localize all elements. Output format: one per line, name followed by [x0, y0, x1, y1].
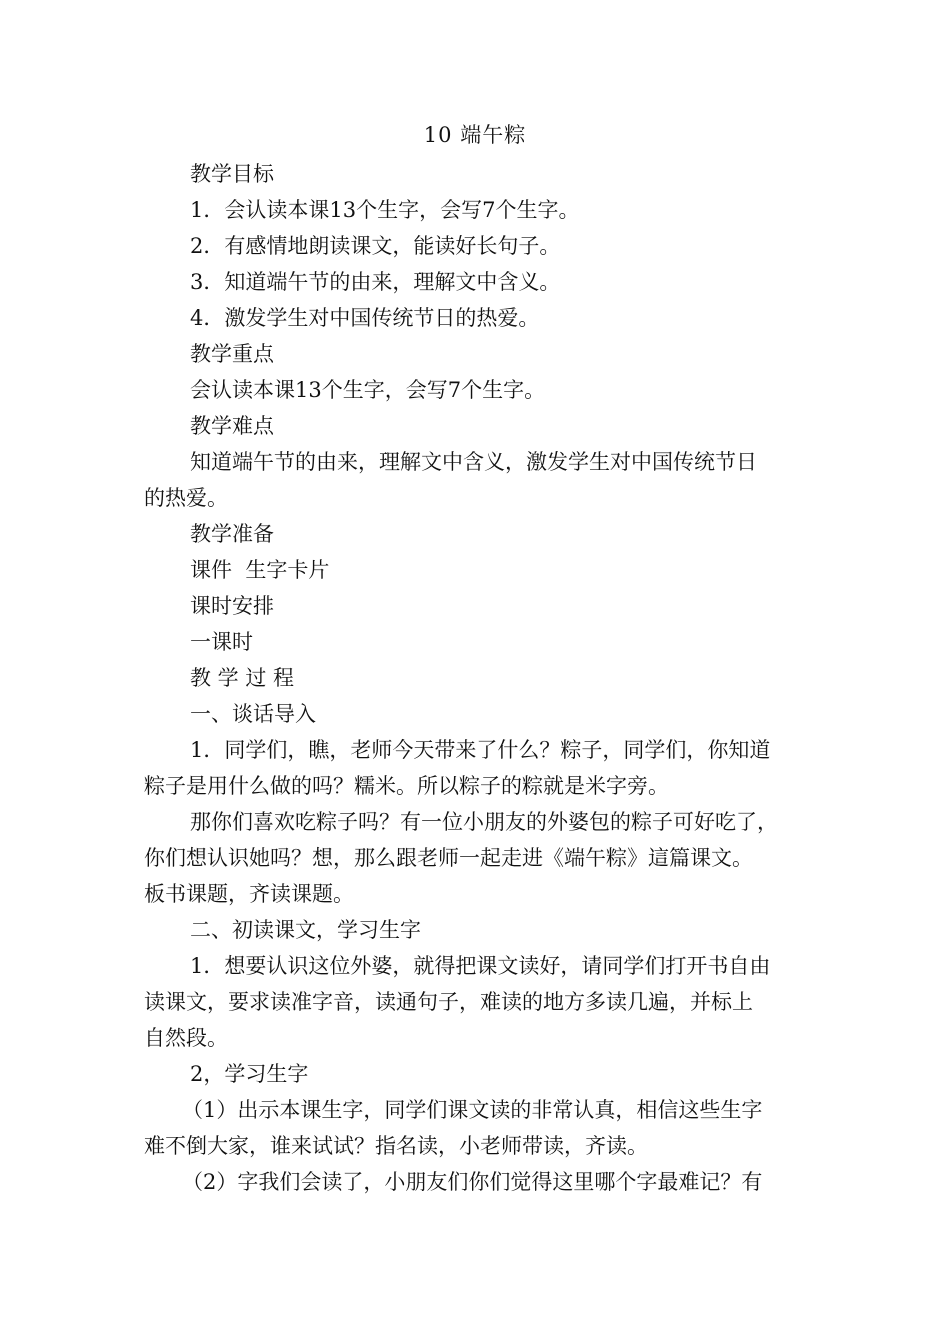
paragraph-line: 自然段。: [144, 1026, 228, 1050]
difficulties-text-line: 知道端午节的由来，理解文中含义，激发学生对中国传统节日: [190, 450, 757, 474]
paragraph-line: （2）字我们会读了，小朋友们你们觉得这里哪个字最难记？有: [182, 1170, 763, 1194]
paragraph-line: 你们想认识她吗？想，那么跟老师一起走进《端午粽》這篇课文。: [144, 846, 753, 870]
subsection-heading-characters: 2，学习生字: [190, 1062, 309, 1086]
paragraph-line: 难不倒大家，谁来试试？指名读，小老师带读，齐读。: [144, 1134, 648, 1158]
preparation-text: 课件 生字卡片: [190, 558, 330, 582]
paragraph-line: 读课文，要求读准字音，读通句子，难读的地方多读几遍，并标上: [144, 990, 753, 1014]
difficulties-text-line: 的热爱。: [144, 486, 228, 510]
heading-process: 教 学 过 程: [190, 666, 295, 690]
heading-preparation: 教学准备: [190, 522, 274, 546]
goal-item-1: 1．会认读本课13个生字，会写7个生字。: [190, 198, 580, 222]
heading-schedule: 课时安排: [190, 594, 274, 618]
section-heading-first-reading: 二、初读课文，学习生字: [190, 918, 421, 942]
goal-item-2: 2．有感情地朗读课文，能读好长句子。: [190, 234, 561, 258]
heading-teaching-goals: 教学目标: [190, 162, 274, 186]
schedule-text: 一课时: [190, 630, 253, 654]
key-points-text: 会认读本课13个生字，会写7个生字。: [190, 378, 546, 402]
heading-key-points: 教学重点: [190, 342, 274, 366]
paragraph-line: 1．想要认识这位外婆，就得把课文读好，请同学们打开书自由: [190, 954, 771, 978]
paragraph-line: 那你们喜欢吃粽子吗？有一位小朋友的外婆包的粽子可好吃了，: [190, 810, 778, 834]
paragraph-line: （1）出示本课生字，同学们课文读的非常认真，相信这些生字: [182, 1098, 763, 1122]
section-heading-intro: 一、谈话导入: [190, 702, 316, 726]
goal-item-3: 3．知道端午节的由来，理解文中含义。: [190, 270, 561, 294]
document-body: [144, 156, 814, 1200]
paragraph-line: 粽子是用什么做的吗？糯米。所以粽子的粽就是米字旁。: [144, 774, 669, 798]
document-title: 10 端午粽: [423, 123, 527, 147]
heading-difficulties: 教学难点: [190, 414, 274, 438]
paragraph-line: 板书课题，齐读课题。: [144, 882, 354, 906]
goal-item-4: 4．激发学生对中国传统节日的热爱。: [190, 306, 540, 330]
paragraph-line: 1．同学们，瞧，老师今天带来了什么？粽子，同学们，你知道: [190, 738, 771, 762]
